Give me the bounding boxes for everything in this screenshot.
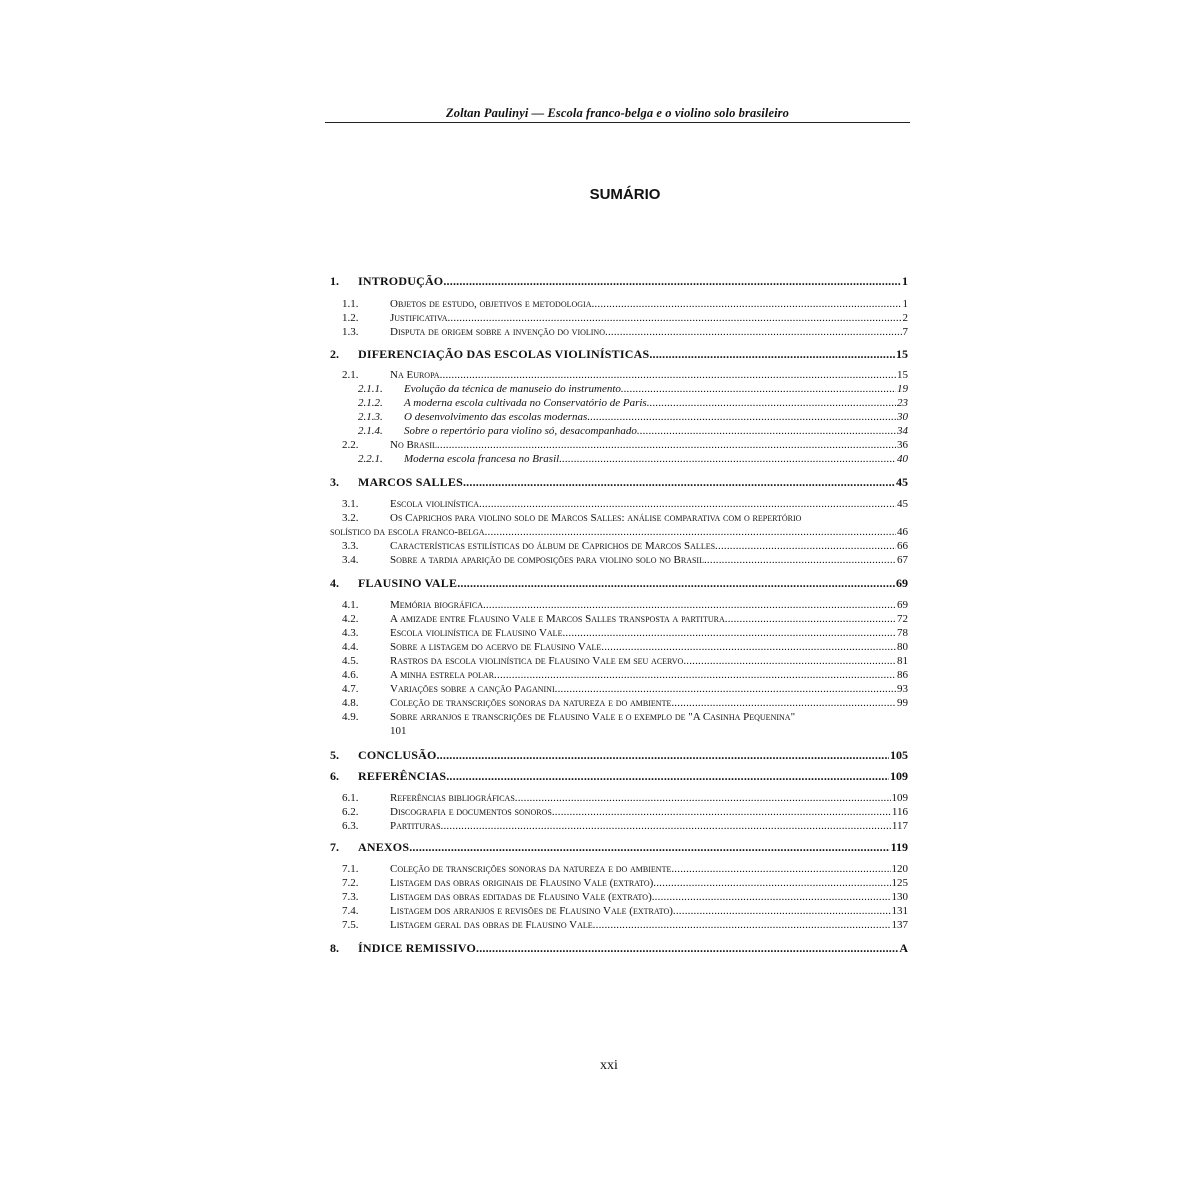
toc-page: 7: [902, 326, 908, 338]
leader-dots: [683, 655, 896, 667]
toc-page: 105: [890, 748, 908, 762]
toc-page: 1: [902, 298, 908, 310]
toc-entry-4-6[interactable]: [330, 669, 908, 681]
leader-dots: [479, 498, 896, 510]
leader-dots: [485, 526, 896, 538]
toc-page: 40: [897, 453, 908, 465]
toc-number: 3.3.: [342, 540, 359, 552]
leader-dots: [457, 576, 895, 591]
toc-number: 2.1.4.: [358, 425, 383, 437]
toc-title: A minha estrela polar: [390, 669, 495, 681]
toc-page: 66: [897, 540, 908, 552]
toc-page: 23: [897, 397, 908, 409]
toc-number: 1.1.: [342, 298, 359, 310]
toc-page: 86: [897, 669, 908, 681]
toc-number: 2.1.2.: [358, 397, 383, 409]
toc-title: Variações sobre a canção Paganini: [390, 683, 555, 695]
toc-number: 5.: [330, 748, 339, 762]
toc-number: 4.: [330, 576, 339, 590]
toc-number: 6.2.: [342, 806, 359, 818]
toc-title: Listagem das obras originais de Flausino Vale (extrato): [390, 877, 654, 889]
toc-title: Memória biográfica: [390, 599, 483, 611]
leader-dots: [443, 274, 901, 289]
toc-title: ÍNDICE REMISSIVO: [358, 941, 476, 955]
toc-title: Listagem dos arranjos e revisões de Flausino Vale (extrato): [390, 905, 673, 917]
toc-page: 120: [891, 863, 908, 875]
leader-dots: [591, 298, 901, 310]
toc-title: Partituras: [390, 820, 441, 832]
toc-number: 4.3.: [342, 627, 359, 639]
toc-entry-2-1-2[interactable]: [330, 397, 908, 409]
toc-number: 2.1.1.: [358, 383, 383, 395]
toc-entry-3-3[interactable]: [330, 540, 908, 552]
toc-entry-2-1-3[interactable]: [330, 411, 908, 423]
toc-title: O desenvolvimento das escolas modernas: [404, 411, 588, 423]
toc-entry-3-2[interactable]: [330, 512, 908, 524]
toc-entry-2-1-1[interactable]: [330, 383, 908, 395]
toc-title: Sobre a tardia aparição de composições para violino solo no Brasil: [390, 554, 704, 566]
toc-entry-6-3[interactable]: [330, 820, 908, 832]
toc-title: Listagem geral das obras de Flausino Vale: [390, 919, 593, 931]
toc-title: Listagem das obras editadas de Flausino Vale (extrato): [390, 891, 652, 903]
toc-entry-4-8[interactable]: [330, 697, 908, 709]
toc-entry-8[interactable]: [330, 941, 908, 956]
toc-title: MARCOS SALLES: [358, 475, 463, 489]
toc-number: 7.5.: [342, 919, 359, 931]
toc-number: 1.2.: [342, 312, 359, 324]
leader-dots: [725, 613, 896, 625]
toc-number: 3.1.: [342, 498, 359, 510]
toc-number: 6.1.: [342, 792, 359, 804]
toc-number: 1.: [330, 274, 339, 288]
toc-page: 137: [891, 919, 908, 931]
leader-dots: [447, 312, 901, 324]
toc-title: Objetos de estudo, objetivos e metodologia: [390, 298, 592, 310]
leader-dots: [671, 863, 890, 875]
leader-dots: [637, 425, 896, 437]
toc-entry-1-3[interactable]: [330, 326, 908, 338]
toc-number: 8.: [330, 941, 339, 955]
toc-number: 3.4.: [342, 554, 359, 566]
toc-title: Evolução da técnica de manuseio do instrumento: [404, 383, 621, 395]
toc-number: 7.: [330, 840, 339, 854]
header-rule: [325, 122, 910, 123]
leader-dots: [649, 347, 895, 362]
toc-title: FLAUSINO VALE: [358, 576, 458, 590]
toc-entry-4-2[interactable]: [330, 613, 908, 625]
leader-dots: [673, 905, 891, 917]
toc-page: 78: [897, 627, 908, 639]
toc-title: Justificativa: [390, 312, 448, 324]
toc-title: Sobre o repertório para violino só, desacompanhado: [404, 425, 637, 437]
toc-number: 3.2.: [342, 512, 359, 524]
leader-dots: [446, 769, 889, 784]
toc-title: Coleção de transcrições sonoras da natureza e do ambiente: [390, 697, 672, 709]
toc-page: 93: [897, 683, 908, 695]
toc-entry-2-2-1[interactable]: [330, 453, 908, 465]
toc-number: 7.3.: [342, 891, 359, 903]
toc-title: Coleção de transcrições sonoras da natureza e do ambiente: [390, 863, 672, 875]
toc-title: A amizade entre Flausino Vale e Marcos Salles transposta a partitura: [390, 613, 725, 625]
toc-title: Sobre a listagem do acervo de Flausino Vale: [390, 641, 602, 653]
toc-entry-2-1-4[interactable]: [330, 425, 908, 437]
toc-number: 6.: [330, 769, 339, 783]
toc-page: 117: [891, 820, 908, 832]
toc-entry-7-2[interactable]: [330, 877, 908, 889]
toc-title: Escola violinística: [390, 498, 480, 510]
toc-page: 45: [897, 498, 908, 510]
toc-entry-2-1[interactable]: [330, 369, 908, 381]
leader-dots: [652, 891, 891, 903]
toc-number: 4.6.: [342, 669, 359, 681]
toc-number: 3.: [330, 475, 339, 489]
leader-dots: [476, 941, 898, 956]
toc-entry-3-4[interactable]: [330, 554, 908, 566]
leader-dots: [441, 820, 891, 832]
toc-entry-4-9[interactable]: [330, 711, 908, 723]
toc-entry-4-5[interactable]: [330, 655, 908, 667]
toc-title: Referências bibliográficas: [390, 792, 515, 804]
toc-number: 2.1.: [342, 369, 359, 381]
leader-dots: [671, 697, 896, 709]
toc-number: 7.1.: [342, 863, 359, 875]
toc-number: 4.4.: [342, 641, 359, 653]
toc-page: 81: [897, 655, 908, 667]
toc-entry-6[interactable]: [330, 769, 908, 784]
toc-entry-4-1[interactable]: [330, 599, 908, 611]
toc-page: 131: [891, 905, 908, 917]
toc-number: 4.7.: [342, 683, 359, 695]
toc-entry-4-4[interactable]: [330, 641, 908, 653]
toc-title: Sobre arranjos e transcrições de Flausino Vale e o exemplo de "A Casinha Pequenina": [390, 711, 796, 723]
toc-title: Rastros da escola violinística de Flausino Vale em seu acervo: [390, 655, 684, 667]
toc-number: 6.3.: [342, 820, 359, 832]
toc-entry-4-9-continued[interactable]: [330, 725, 908, 737]
toc-entry-2[interactable]: [330, 347, 908, 362]
leader-dots: [483, 599, 896, 611]
toc-page: 69: [897, 599, 908, 611]
toc-number: 2.1.3.: [358, 411, 383, 423]
toc-page: 1: [902, 274, 908, 288]
toc-entry-7[interactable]: [330, 840, 908, 855]
toc-page: 116: [891, 806, 908, 818]
toc-number: 2.2.: [342, 439, 359, 451]
toc-page: 67: [897, 554, 908, 566]
toc-page: A: [899, 941, 908, 955]
toc-page: 46: [897, 526, 908, 538]
leader-dots: [704, 554, 896, 566]
toc-page: 99: [897, 697, 908, 709]
leader-dots: [587, 411, 896, 423]
toc-page: 45: [896, 475, 908, 489]
toc-page: 15: [896, 347, 908, 361]
leader-dots: [647, 397, 896, 409]
toc-title: DIFERENCIAÇÃO DAS ESCOLAS VIOLINÍSTICAS: [358, 347, 650, 361]
toc-title: Na Europa: [390, 369, 440, 381]
page-title: SUMÁRIO: [589, 186, 661, 203]
toc-title: CONCLUSÃO: [358, 748, 437, 762]
leader-dots: [715, 540, 896, 552]
leader-dots: [605, 326, 902, 338]
leader-dots: [601, 641, 896, 653]
leader-dots: [437, 439, 896, 451]
toc-number: 4.2.: [342, 613, 359, 625]
toc-number: 4.1.: [342, 599, 359, 611]
toc-entry-4[interactable]: [330, 576, 908, 591]
page-number: xxi: [600, 1058, 618, 1073]
toc-title: Características estilísticas do álbum de Caprichos de Marcos Salles: [390, 540, 716, 552]
toc-page: 19: [897, 383, 908, 395]
toc-title: INTRODUÇÃO: [358, 274, 444, 288]
toc-entry-3-2-continued[interactable]: [330, 526, 908, 538]
toc-page: 109: [891, 792, 908, 804]
toc-entry-6-2[interactable]: [330, 806, 908, 818]
toc-title: Escola violinística de Flausino Vale: [390, 627, 563, 639]
toc-page: 101: [390, 725, 407, 737]
leader-dots: [593, 919, 891, 931]
toc-entry-1-2[interactable]: [330, 312, 908, 324]
toc-entry-7-4[interactable]: [330, 905, 908, 917]
toc-number: 7.2.: [342, 877, 359, 889]
toc-title: Moderna escola francesa no Brasil: [404, 453, 560, 465]
leader-dots: [515, 792, 891, 804]
leader-dots: [436, 748, 889, 763]
toc-entry-1-1[interactable]: [330, 298, 908, 310]
leader-dots: [555, 683, 896, 695]
toc-page: 119: [890, 840, 908, 854]
toc-entry-7-3[interactable]: [330, 891, 908, 903]
toc-page: 34: [897, 425, 908, 437]
toc-title: Os Caprichos para violino solo de Marcos Salles: análise comparativa com o repertório: [390, 512, 802, 524]
leader-dots: [552, 806, 891, 818]
toc-entry-3-1[interactable]: [330, 498, 908, 510]
toc-entry-7-1[interactable]: [330, 863, 908, 875]
toc-title: Discografia e documentos sonoros: [390, 806, 552, 818]
leader-dots: [562, 627, 896, 639]
toc-number: 2.2.1.: [358, 453, 383, 465]
toc-title: No Brasil: [390, 439, 437, 451]
toc-entry-6-1[interactable]: [330, 792, 908, 804]
leader-dots: [621, 383, 896, 395]
toc-entry-1[interactable]: [330, 274, 908, 289]
leader-dots: [559, 453, 896, 465]
toc-entry-3[interactable]: [330, 475, 908, 490]
toc-page: 15: [897, 369, 908, 381]
toc-page: 36: [897, 439, 908, 451]
toc-page: 2: [902, 312, 908, 324]
leader-dots: [463, 475, 895, 490]
toc-number: 7.4.: [342, 905, 359, 917]
toc-number: 4.5.: [342, 655, 359, 667]
toc-page: 72: [897, 613, 908, 625]
running-header: Zoltan Paulinyi — Escola franco-belga e o violino solo brasileiro: [446, 106, 789, 120]
toc-entry-7-5[interactable]: [330, 919, 908, 931]
toc-number: 2.: [330, 347, 339, 361]
toc-page: 125: [891, 877, 908, 889]
toc-title: ANEXOS: [358, 840, 410, 854]
toc-entry-5[interactable]: [330, 748, 908, 763]
toc-title: REFERÊNCIAS: [358, 769, 447, 783]
leader-dots: [440, 369, 896, 381]
toc-title-continued: solístico da escola franco-belga: [330, 526, 485, 538]
toc-entry-4-3[interactable]: [330, 627, 908, 639]
toc-page: 80: [897, 641, 908, 653]
toc-page: 69: [896, 576, 908, 590]
toc-title: Disputa de origem sobre a invenção do violino: [390, 326, 605, 338]
leader-dots: [653, 877, 890, 889]
toc-page: 30: [897, 411, 908, 423]
toc-title: A moderna escola cultivada no Conservatório de Paris: [404, 397, 647, 409]
leader-dots: [409, 840, 889, 855]
toc-page: 109: [890, 769, 908, 783]
leader-dots: [494, 669, 896, 681]
toc-number: 4.9.: [342, 711, 359, 723]
toc-page: 130: [891, 891, 908, 903]
toc-number: 4.8.: [342, 697, 359, 709]
toc-entry-2-2[interactable]: [330, 439, 908, 451]
toc-entry-4-7[interactable]: [330, 683, 908, 695]
toc-number: 1.3.: [342, 326, 359, 338]
